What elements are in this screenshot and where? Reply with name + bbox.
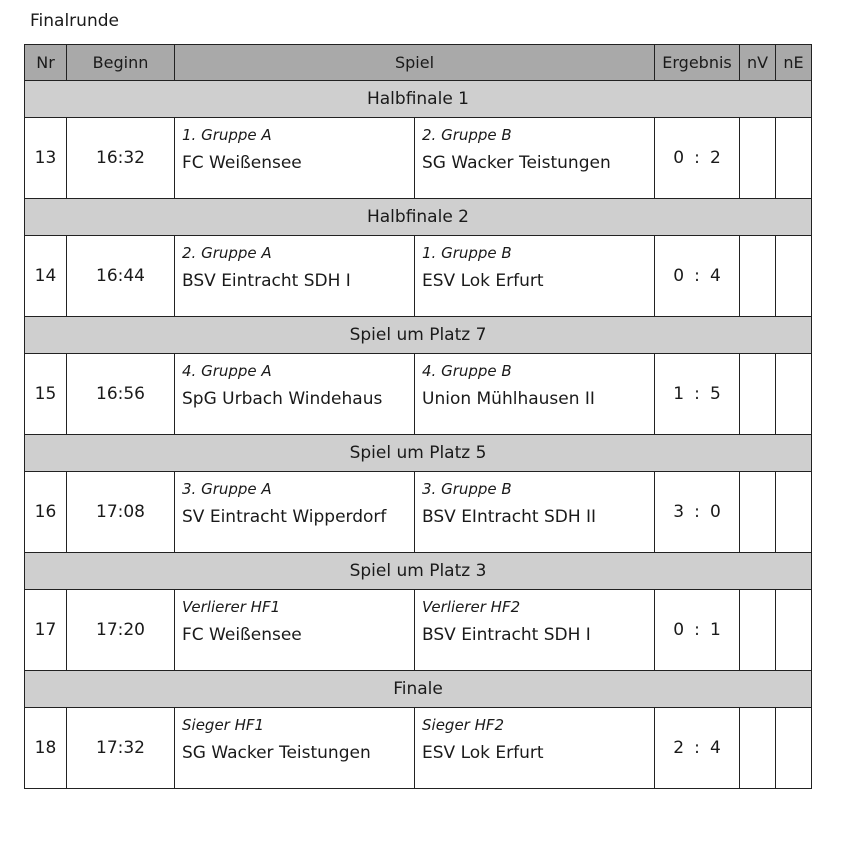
away-team-name: Union Mühlhausen II bbox=[422, 389, 595, 409]
nv-cell bbox=[740, 708, 776, 789]
score-home: 3 bbox=[673, 502, 685, 522]
away-team-cell bbox=[415, 118, 655, 199]
header-beginn: Beginn bbox=[67, 45, 175, 81]
away-group-label: 4. Gruppe B bbox=[422, 362, 512, 380]
match-time: 16:32 bbox=[67, 118, 175, 199]
match-score bbox=[655, 708, 740, 789]
ne-cell bbox=[776, 354, 812, 435]
home-team-name: FC Weißensee bbox=[182, 625, 302, 645]
match-score bbox=[655, 118, 740, 199]
match-score bbox=[655, 236, 740, 317]
score-separator: : bbox=[694, 148, 700, 168]
away-group-label: Sieger HF2 bbox=[422, 716, 505, 734]
score-home: 0 bbox=[673, 620, 685, 640]
header-ne: nE bbox=[776, 45, 812, 81]
match-row bbox=[25, 472, 812, 553]
away-team-name: SG Wacker Teistungen bbox=[422, 153, 611, 173]
results-table bbox=[24, 44, 812, 789]
home-group-label: 3. Gruppe A bbox=[182, 480, 272, 498]
match-number: 15 bbox=[25, 354, 67, 435]
home-team-name: FC Weißensee bbox=[182, 153, 302, 173]
home-group-label: 4. Gruppe A bbox=[182, 362, 272, 380]
nv-cell bbox=[740, 590, 776, 671]
match-time: 17:20 bbox=[67, 590, 175, 671]
score-away: 1 bbox=[710, 620, 721, 640]
match-number: 16 bbox=[25, 472, 67, 553]
score-separator: : bbox=[694, 502, 700, 522]
away-group-label: 2. Gruppe B bbox=[422, 126, 512, 144]
score-away: 4 bbox=[710, 738, 721, 758]
section-row bbox=[25, 81, 812, 118]
ne-cell bbox=[776, 590, 812, 671]
section-label: Spiel um Platz 5 bbox=[25, 435, 812, 472]
nv-cell bbox=[740, 118, 776, 199]
score-home: 0 bbox=[673, 148, 685, 168]
match-row bbox=[25, 118, 812, 199]
away-group-label: 3. Gruppe B bbox=[422, 480, 512, 498]
home-team-name: SG Wacker Teistungen bbox=[182, 743, 371, 763]
score-home: 2 bbox=[673, 738, 685, 758]
header-nr: Nr bbox=[25, 45, 67, 81]
score-away: 5 bbox=[710, 384, 721, 404]
match-row bbox=[25, 354, 812, 435]
home-team-cell bbox=[175, 354, 415, 435]
away-team-name: BSV Eintracht SDH I bbox=[422, 625, 591, 645]
section-row bbox=[25, 671, 812, 708]
match-number: 13 bbox=[25, 118, 67, 199]
home-group-label: Sieger HF1 bbox=[182, 716, 265, 734]
section-label: Spiel um Platz 7 bbox=[25, 317, 812, 354]
away-team-cell bbox=[415, 590, 655, 671]
home-team-name: SV Eintracht Wipperdorf bbox=[182, 507, 387, 527]
section-row bbox=[25, 553, 812, 590]
score-separator: : bbox=[694, 266, 700, 286]
score-separator: : bbox=[694, 620, 700, 640]
away-team-cell bbox=[415, 236, 655, 317]
match-row bbox=[25, 590, 812, 671]
home-team-cell bbox=[175, 118, 415, 199]
score-home: 0 bbox=[673, 266, 685, 286]
header-nv: nV bbox=[740, 45, 776, 81]
ne-cell bbox=[776, 708, 812, 789]
page-title: Finalrunde bbox=[30, 11, 119, 31]
match-number: 17 bbox=[25, 590, 67, 671]
match-number: 14 bbox=[25, 236, 67, 317]
home-team-cell bbox=[175, 708, 415, 789]
match-time: 17:32 bbox=[67, 708, 175, 789]
section-label: Finale bbox=[25, 671, 812, 708]
match-score bbox=[655, 472, 740, 553]
section-label: Spiel um Platz 3 bbox=[25, 553, 812, 590]
nv-cell bbox=[740, 354, 776, 435]
match-score bbox=[655, 590, 740, 671]
match-time: 16:56 bbox=[67, 354, 175, 435]
home-group-label: Verlierer HF1 bbox=[182, 598, 281, 616]
header-spiel: Spiel bbox=[175, 45, 655, 81]
away-team-name: BSV EIntracht SDH II bbox=[422, 507, 597, 527]
score-away: 2 bbox=[710, 148, 721, 168]
match-score bbox=[655, 354, 740, 435]
header-ergebnis: Ergebnis bbox=[655, 45, 740, 81]
away-group-label: Verlierer HF2 bbox=[422, 598, 521, 616]
home-team-name: SpG Urbach Windehaus bbox=[182, 389, 383, 409]
match-number: 18 bbox=[25, 708, 67, 789]
match-row bbox=[25, 236, 812, 317]
match-time: 16:44 bbox=[67, 236, 175, 317]
match-time: 17:08 bbox=[67, 472, 175, 553]
away-team-name: ESV Lok Erfurt bbox=[422, 271, 544, 291]
home-group-label: 1. Gruppe A bbox=[182, 126, 272, 144]
home-team-cell bbox=[175, 236, 415, 317]
away-team-name: ESV Lok Erfurt bbox=[422, 743, 544, 763]
home-team-name: BSV Eintracht SDH I bbox=[182, 271, 351, 291]
home-team-cell bbox=[175, 472, 415, 553]
section-row bbox=[25, 317, 812, 354]
section-row bbox=[25, 199, 812, 236]
section-row bbox=[25, 435, 812, 472]
match-row bbox=[25, 708, 812, 789]
away-group-label: 1. Gruppe B bbox=[422, 244, 512, 262]
away-team-cell bbox=[415, 472, 655, 553]
ne-cell bbox=[776, 236, 812, 317]
section-label: Halbfinale 1 bbox=[25, 81, 812, 118]
nv-cell bbox=[740, 472, 776, 553]
nv-cell bbox=[740, 236, 776, 317]
away-team-cell bbox=[415, 354, 655, 435]
ne-cell bbox=[776, 472, 812, 553]
score-separator: : bbox=[694, 738, 700, 758]
home-team-cell bbox=[175, 590, 415, 671]
section-label: Halbfinale 2 bbox=[25, 199, 812, 236]
ne-cell bbox=[776, 118, 812, 199]
header-row bbox=[25, 45, 812, 81]
away-team-cell bbox=[415, 708, 655, 789]
score-home: 1 bbox=[673, 384, 685, 404]
score-away: 4 bbox=[710, 266, 721, 286]
home-group-label: 2. Gruppe A bbox=[182, 244, 272, 262]
score-separator: : bbox=[694, 384, 700, 404]
score-away: 0 bbox=[710, 502, 721, 522]
